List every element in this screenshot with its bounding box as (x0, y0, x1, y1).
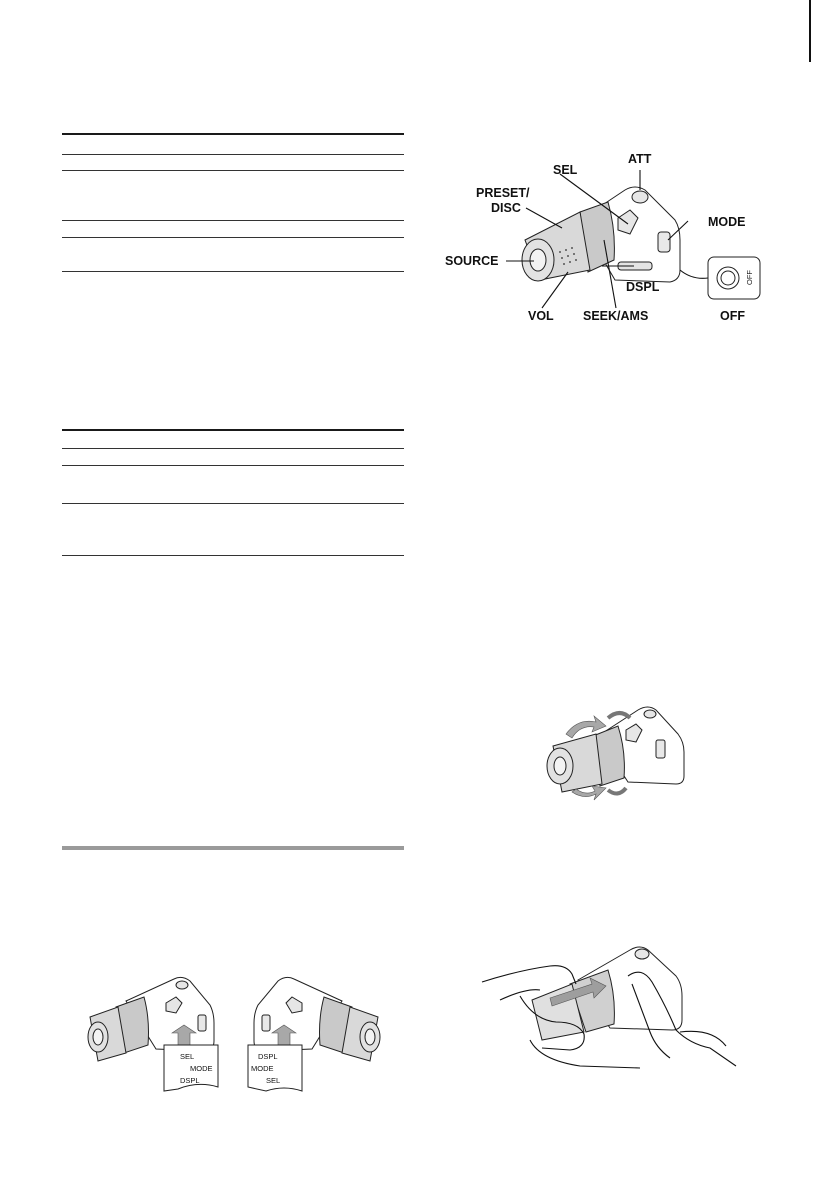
preset-disc-label-line2: DISC (491, 201, 521, 215)
label-card-left-line3: DSPL (180, 1076, 200, 1085)
table1-header-rule (62, 154, 404, 155)
label-card-right-illustration (236, 975, 382, 1095)
label-card-left-illustration (86, 975, 232, 1095)
label-card-right-line3: SEL (266, 1076, 281, 1085)
seek-ams-label: SEEK/AMS (583, 309, 649, 323)
table2-header-rule (62, 448, 404, 449)
table1-top-rule (62, 133, 404, 135)
off-label: OFF (720, 309, 745, 323)
mode-button (658, 232, 670, 252)
table2-row-rule (62, 465, 404, 466)
att-label: ATT (628, 152, 652, 166)
table2-row-rule (62, 503, 404, 504)
source-label: SOURCE (445, 254, 499, 268)
table1-bottom-rule (62, 271, 404, 272)
table1-row-rule (62, 170, 404, 171)
page-edge-marker (809, 0, 811, 62)
table2-bottom-rule (62, 555, 404, 556)
off-small-label: OFF (745, 270, 754, 285)
att-button (632, 191, 648, 203)
label-card-right-line2: MODE (251, 1064, 274, 1073)
label-card-left-line2: MODE (190, 1064, 213, 1073)
mode-label: MODE (708, 215, 746, 229)
sel-label: SEL (553, 163, 578, 177)
hand-press-illustration (480, 940, 740, 1070)
label-card-right-line1: DSPL (258, 1052, 278, 1061)
label-card-left-line1: SEL (180, 1052, 195, 1061)
section-divider-bar (62, 846, 404, 850)
rotary-commander-diagram (430, 140, 790, 330)
dspl-label: DSPL (626, 280, 660, 294)
table2-top-rule (62, 429, 404, 431)
vol-label: VOL (528, 309, 554, 323)
preset-disc-label-line1: PRESET/ (476, 186, 530, 200)
knob-rotation-illustration (538, 696, 688, 801)
table1-row-rule (62, 220, 404, 221)
table1-row-rule (62, 237, 404, 238)
